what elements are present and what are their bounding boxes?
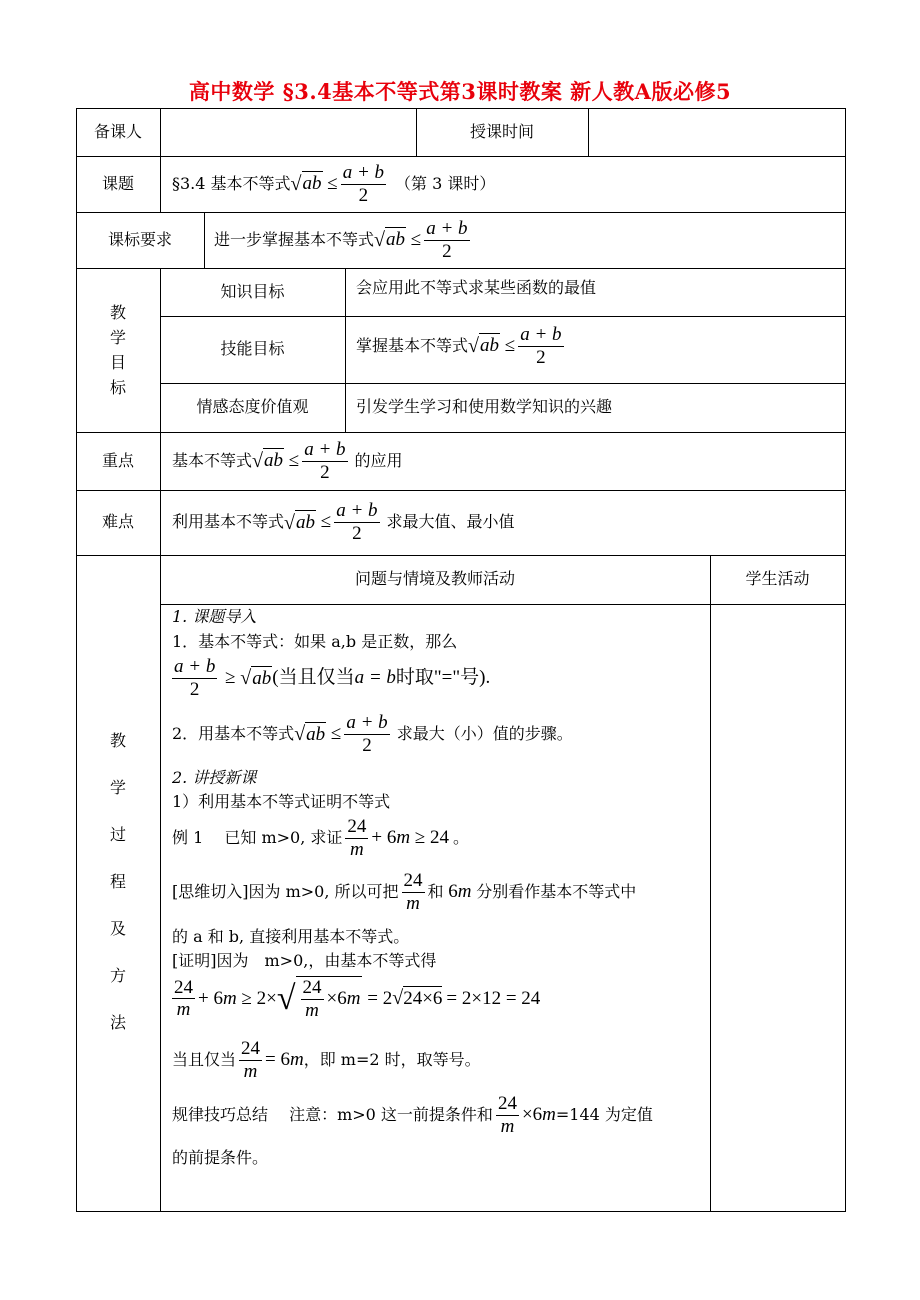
proof-line: [证明]因为 m>0,，由基本不等式得 <box>172 951 437 970</box>
requirement-content: 进一步掌握基本不等式 √ ab ≤ $\frac{a + b}{2}$ <box>214 217 468 262</box>
time-value <box>588 108 845 156</box>
intro-line-1: 1．基本不等式：如果 a,b 是正数，那么 <box>172 632 458 651</box>
key-point-label: 重点 <box>101 450 134 470</box>
skill-goal-label: 技能目标 <box>220 339 285 359</box>
topic-content: §3.4 基本不等式 √ ab ≤ $\frac{a + b}{2}$ （第 3 课时） <box>172 161 496 206</box>
rule-summary-line-2: 的前提条件。 <box>172 1148 269 1167</box>
difficulty-label: 难点 <box>101 512 134 532</box>
intro-line-3: 2．用基本不等式 √ ab ≤ $\frac{a + b}{2}$ 求最大（小）值的步骤。 <box>172 712 573 756</box>
knowledge-goal-content: 会应用此不等式求某些函数的最值 <box>356 277 597 297</box>
requirement-label: 课标要求 <box>107 229 172 249</box>
attitude-goal-content: 引发学生学习和使用数学知识的兴趣 <box>356 397 613 417</box>
student-activity-header: 学生活动 <box>745 569 810 589</box>
subsection-1: 1）利用基本不等式证明不等式 <box>172 792 391 811</box>
topic-suffix: （第 3 课时） <box>395 173 496 193</box>
objectives-label: 教 学 目 标 <box>109 303 126 397</box>
skill-goal-content: 掌握基本不等式 √ ab ≤ $\frac{a + b}{2}$ <box>356 323 562 368</box>
requirement-text: 进一步掌握基本不等式 <box>214 229 375 249</box>
thinking-line: [思维切入]因为 m>0, 所以可把 $\frac{24}{m}$ 和 6m 分别看作基本不等式中 <box>172 870 637 914</box>
topic-label: 课题 <box>101 173 134 193</box>
topic-prefix: §3.4 基本不等式 <box>172 173 291 193</box>
intro-line-2: $\frac{a + b}{2}$ ≥ √ ab (当且仅当 a = b 时取"="号). <box>174 656 491 700</box>
example-1: 例 1 已知 m>0, 求证 $\frac{24}{m}$ + 6m ≥ 24 。 <box>172 816 470 860</box>
proof-equation: $\frac{24}{m}$ + 6m ≥ 2× √ $\frac{24}{m}$ ×6m = 2 √ 24×6 = 2×12 = 24 <box>174 976 541 1021</box>
knowledge-goal-label: 知识目标 <box>220 281 285 301</box>
thinking-line-2: 的 a 和 b, 直接利用基本不等式。 <box>172 927 410 946</box>
equality-condition: 当且仅当 $\frac{24}{m}$ = 6m ，即 m=2 时，取等号。 <box>172 1038 481 1082</box>
section-intro: 1. 课题导入 <box>172 607 257 626</box>
difficulty-content: 利用基本不等式 √ ab ≤ $\frac{a + b}{2}$ 求最大值、最小值 <box>172 500 515 544</box>
teacher-activity-header: 问题与情境及教师活动 <box>354 569 515 589</box>
key-point-content: 基本不等式 √ ab ≤ $\frac{a + b}{2}$ 的应用 <box>172 438 403 483</box>
preparer-label: 备课人 <box>93 121 142 141</box>
section-new-lesson: 2. 讲授新课 <box>172 768 257 787</box>
document-title: 高中数学 §3.4基本不等式第3课时教案 新人教A版必修5 <box>188 79 732 104</box>
attitude-goal-label: 情感态度价值观 <box>196 397 309 417</box>
rule-summary: 规律技巧总结 注意：m>0 这一前提条件和 $\frac{24}{m}$ ×6m =144 为定值 <box>172 1093 653 1137</box>
time-label: 授课时间 <box>469 121 534 141</box>
preparer-value <box>160 108 416 156</box>
process-label: 教 学 过 程 及 方 法 <box>109 731 126 1032</box>
